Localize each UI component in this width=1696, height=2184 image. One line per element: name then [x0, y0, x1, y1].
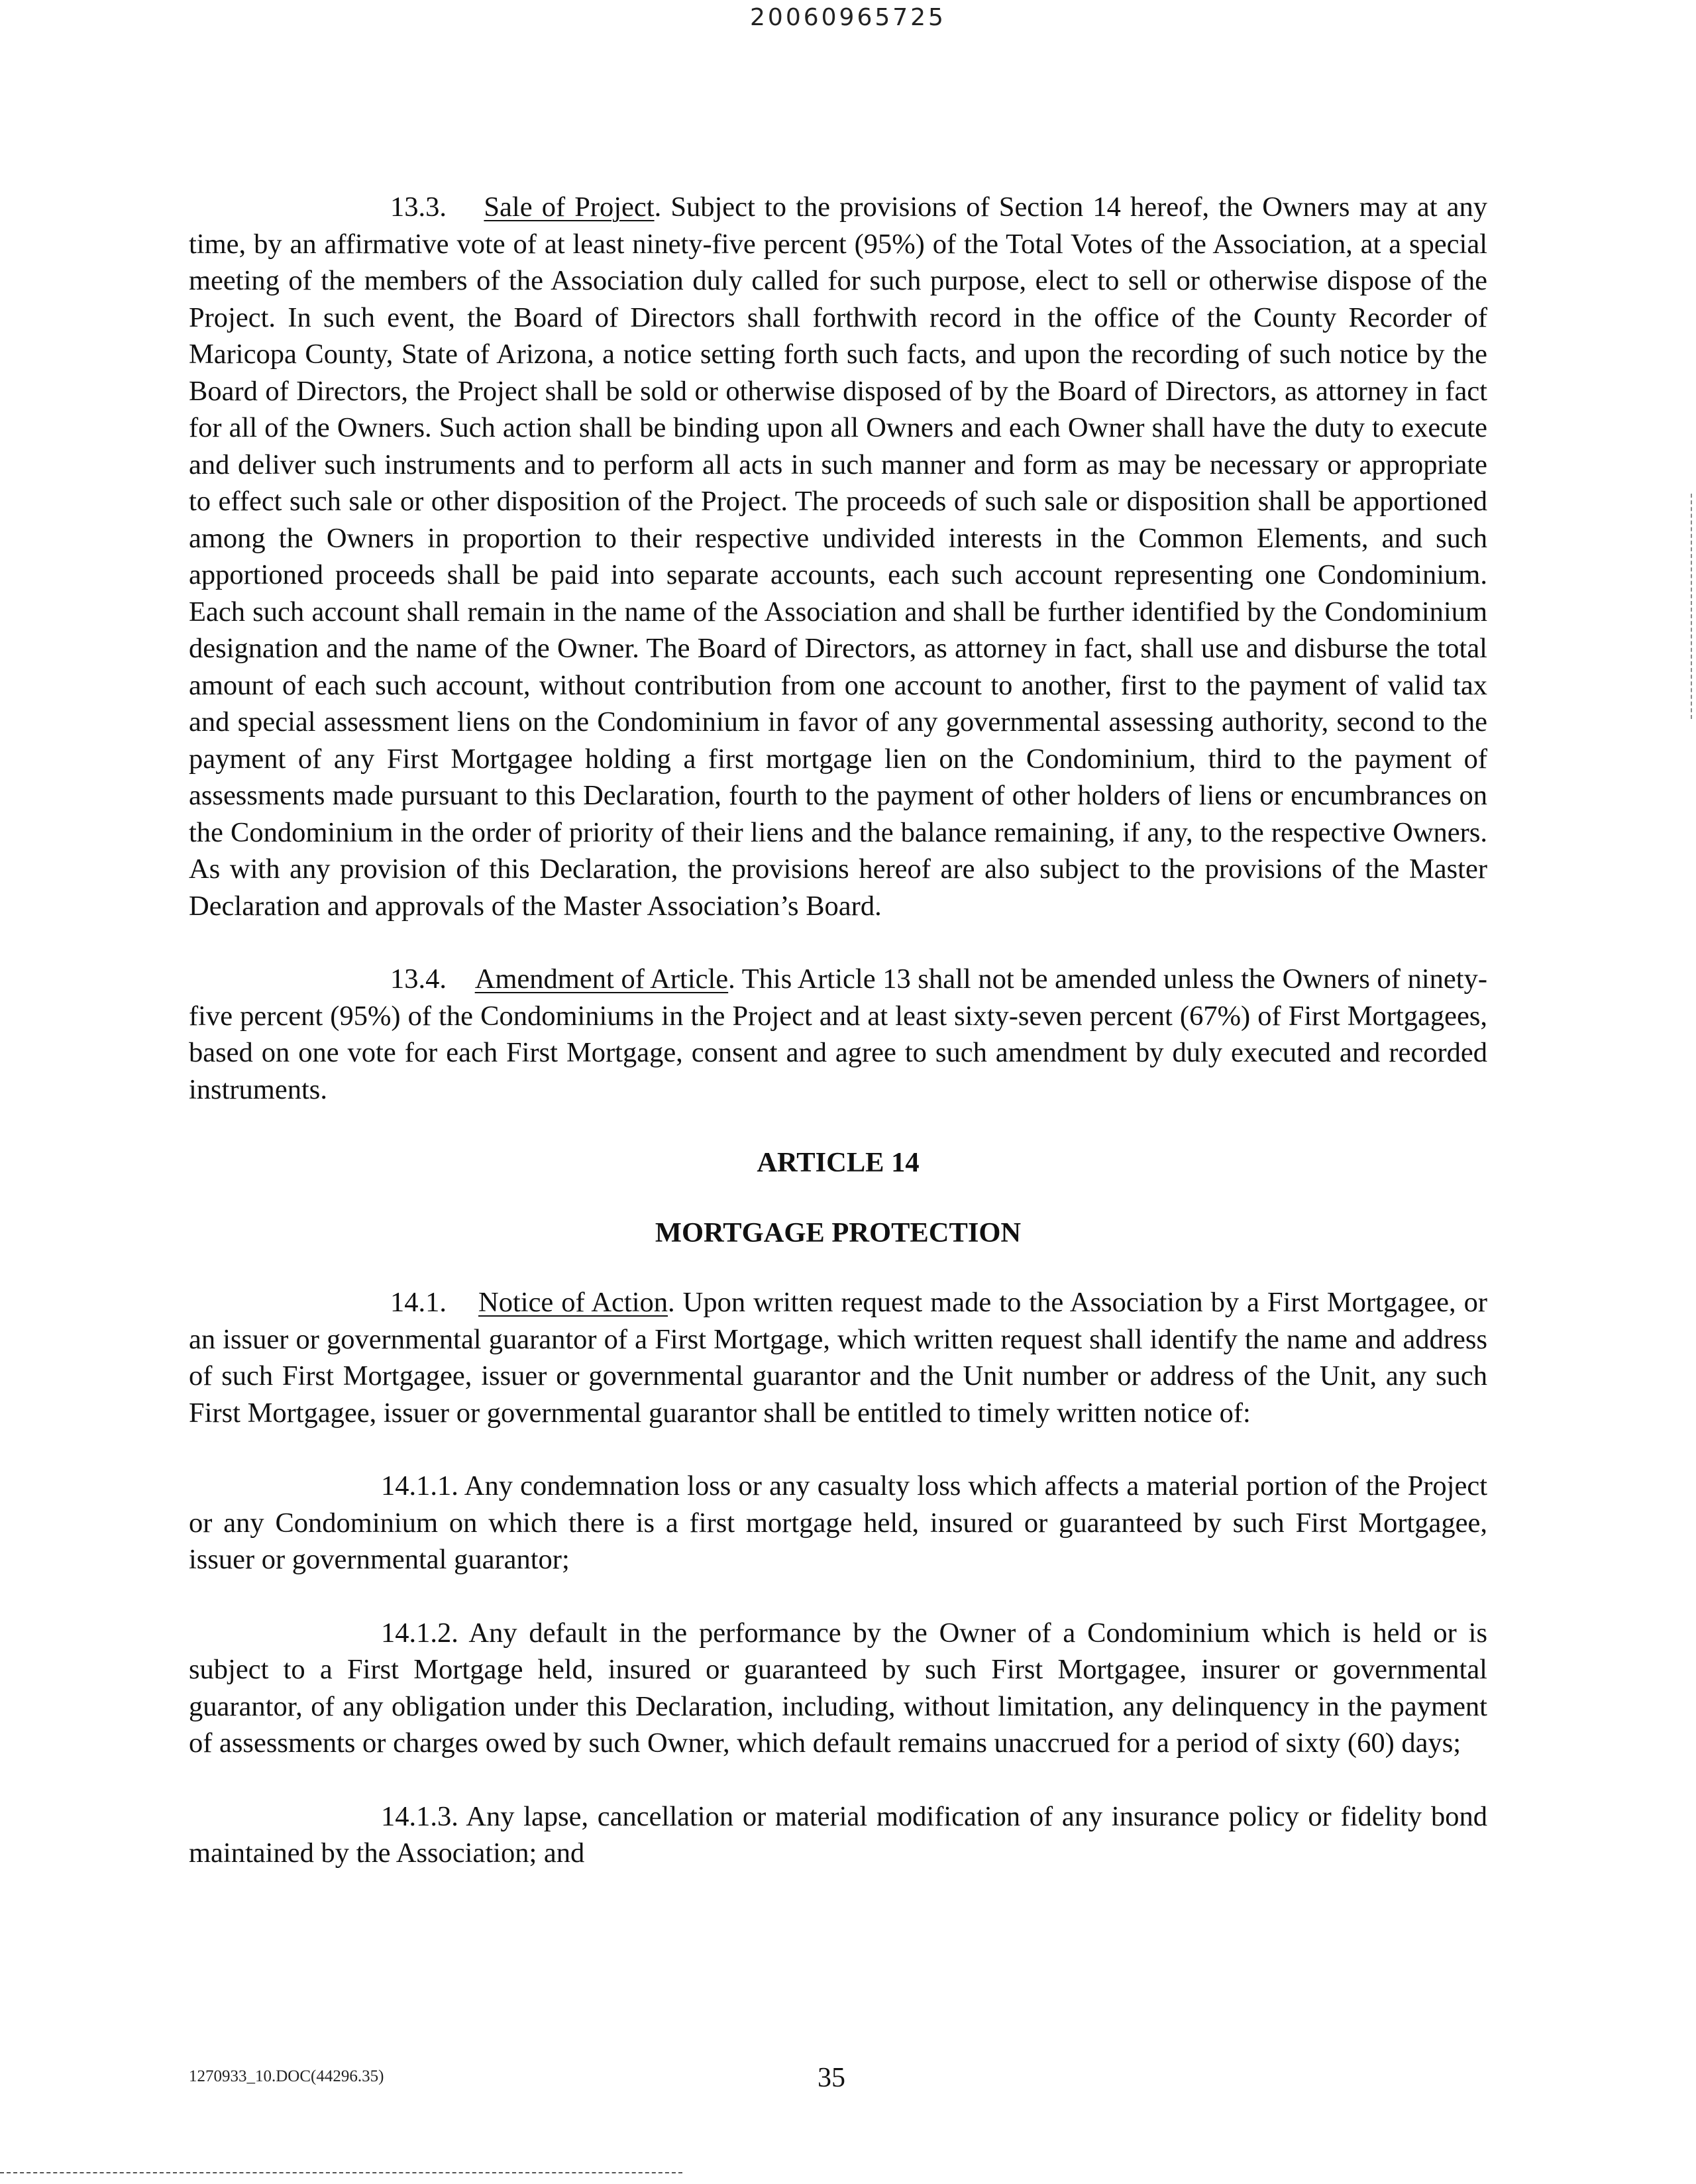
margin-scan-mark — [1691, 494, 1693, 719]
footer-doc-id: 1270933_10.DOC(44296.35) — [189, 2067, 384, 2085]
section-13-3 — [189, 189, 1487, 924]
section-number: 13.3. — [390, 191, 447, 223]
section-number: 14.1.2. — [381, 1617, 458, 1649]
section-14-1 — [189, 1284, 1487, 1431]
section-number: 14.1. — [390, 1287, 447, 1318]
document-body — [189, 189, 1487, 1872]
section-number: 14.1.3. — [381, 1800, 458, 1832]
article-subheading: MORTGAGE PROTECTION — [655, 1217, 1022, 1248]
section-text: . Upon written request made to the Association by a First Mortgagee, or an issuer or governmental guarantor of a First Mortgage, which written request shall identify the name and address of such First Mortgagee, issuer or governmental guarantor and the Unit number or address of the Unit, any such First Mortgagee, issuer or governmental guarantor shall be entitled to timely written notice of: — [189, 1287, 1488, 1429]
section-number: 14.1.1. — [381, 1470, 458, 1502]
section-14-1-3 — [189, 1798, 1487, 1872]
section-14-1-1 — [189, 1468, 1487, 1578]
section-14-1-2 — [189, 1615, 1487, 1762]
section-title: Notice of Action — [478, 1287, 668, 1318]
section-text: . Subject to the provisions of Section 14 hereof, the Owners may at any time, by an affirmative vote of at least ninety-five percent (95%) of the Total Votes of the Association, at a special meeting of the members of the Association duly called for such purpose, elect to sell or otherwise dispose of the Project. In such event, the Board of Directors shall forthwith record in the office of the County Recorder of Maricopa County, State of Arizona, a notice setting forth such facts, and upon the recording of such notice by the Board of Directors, the Project shall be sold or otherwise disposed of by the Board of Directors, as attorney in fact for all of the Owners. Such action shall be binding upon all Owners and each Owner shall have the duty to execute and deliver such instruments and to perform all acts in such manner and form as may be necessary or appropriate to effect such sale or other disposition of the Project. The proceeds of such sale or disposition shall be apportioned among the Owners in proportion to their respective undivided interests in the Common Elements, and such apportioned proceeds shall be paid into separate accounts, each such account representing one Condominium. Each such account shall remain in the name of the Association and shall be further identified by the Condominium designation and the name of the Owner. The Board of Directors, as attorney in fact, shall use and disburse the total amount of each such account, without contribution from one account to another, first to the payment of valid tax and special assessment liens on the Condominium in favor of any governmental assessing authority, second to the payment of any First Mortgagee holding a first mortgage lien on the Condominium, third to the payment of assessments made pursuant to this Declaration, fourth to the payment of other holders of liens or encumbrances on the Condominium in the order of priority of their liens and the balance remaining, if any, to the respective Owners. As with any provision of this Declaration, the provisions hereof are also subject to the provisions of the Master Declaration and approvals of the Master Association’s Board. — [189, 191, 1487, 922]
scan-artifact-line — [0, 2172, 682, 2173]
section-title: Amendment of Article — [474, 963, 729, 995]
section-text: Any default in the performance by the Owner of a Condominium which is held or is subject to a First Mortgage held, insured or guaranteed by such First Mortgagee, insurer or governmental guarantor, of any obligation under this Declaration, including, without limitation, any delinquency in the payment of assessments or charges owed by such Owner, which default remains unaccrued for a period of sixty (60) days; — [189, 1617, 1488, 1759]
section-number: 13.4. — [390, 963, 447, 995]
section-text: Any lapse, cancellation or material modification of any insurance policy or fidelity bond maintained by the Association; and — [189, 1800, 1487, 1869]
section-text: Any condemnation loss or any casualty loss which affects a material portion of the Project or any Condominium on which there is a first mortgage held, insured or guaranteed by such First Mortgagee, issuer or governmental guarantor; — [189, 1470, 1488, 1575]
article-heading: ARTICLE 14 — [757, 1147, 920, 1178]
section-text: . This Article 13 shall not be amended unless the Owners of ninety-five percent (95%) of the Condominiums in the Project and at least sixty-seven percent (67%) of First Mortgagees, based on one vote for each First Mortgage, consent and agree to such amendment by duly executed and recorded instruments. — [189, 963, 1487, 1105]
section-title: Sale of Project — [484, 191, 655, 223]
recording-number: 20060965725 — [750, 4, 946, 31]
section-13-4 — [189, 961, 1487, 1108]
page-number: 35 — [818, 2063, 845, 2093]
